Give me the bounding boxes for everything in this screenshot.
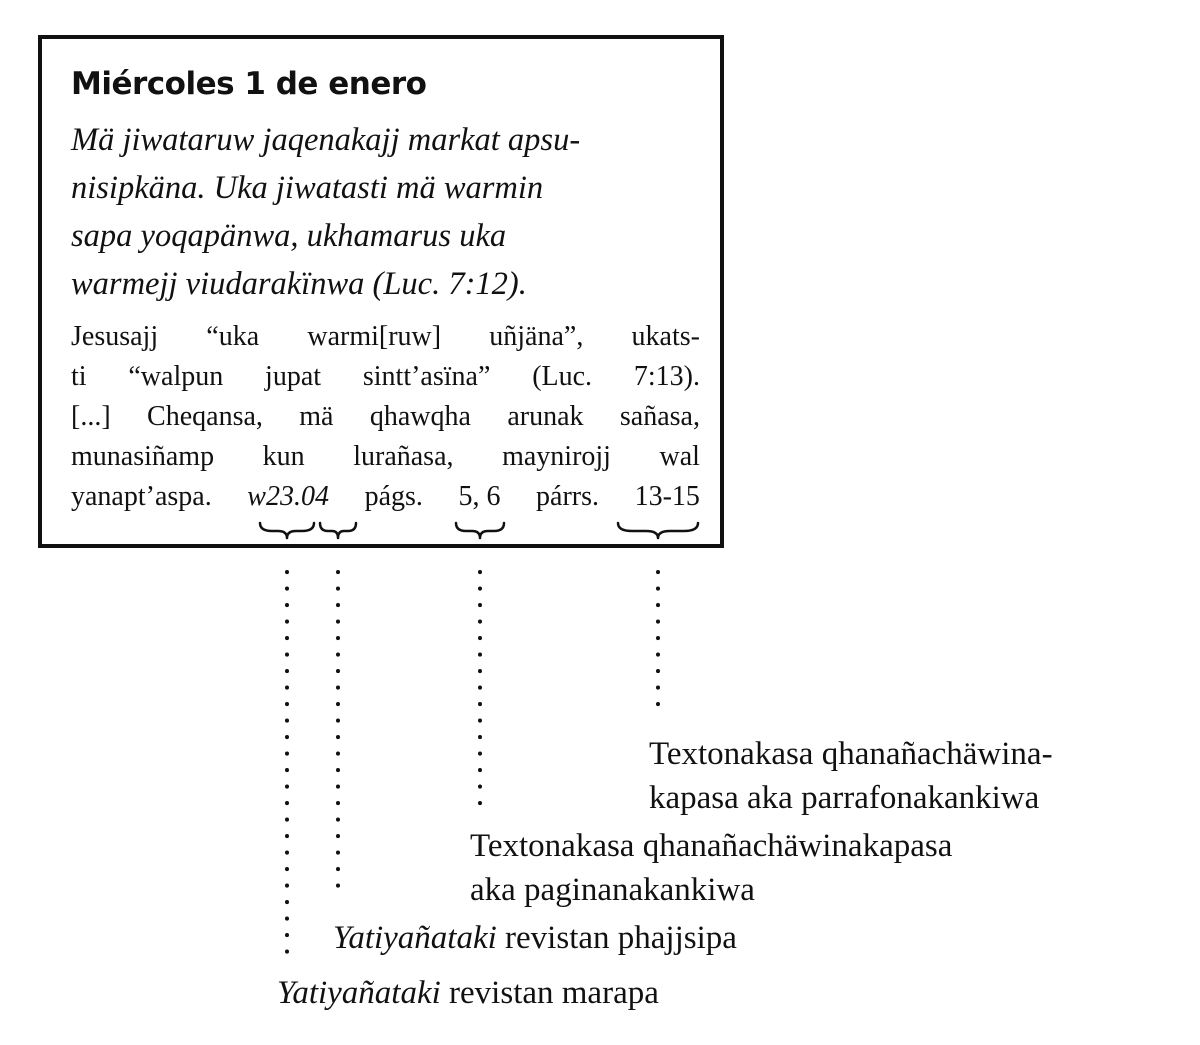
citation-paragraphs: 13-15	[634, 481, 700, 512]
body-word: Cheqansa,	[147, 401, 263, 432]
body-word: lurañasa,	[353, 441, 454, 472]
brace-pages	[456, 523, 504, 538]
label-issue-year	[277, 975, 659, 1012]
verse-line: sapa yoqapänwa, ukhamarus uka	[71, 218, 507, 254]
citation-paragraphs-label: párrs.	[536, 481, 600, 512]
label-paragraphs-line: kapasa aka parrafonakankiwa	[649, 780, 1040, 816]
body-word: sintt’asïna”	[362, 361, 491, 392]
body-word: uñjäna”,	[489, 321, 584, 352]
label-paragraphs-line: Textonakasa qhanañachäwina-	[649, 736, 1053, 772]
label-issue-year-rest: revistan marapa	[440, 975, 659, 1011]
citation-pages: 5, 6	[458, 481, 501, 512]
body-word: wal	[659, 441, 700, 472]
brace-paragraphs	[618, 523, 698, 538]
body-word: 7:13).	[633, 361, 700, 392]
label-pages-line: aka paginanakankiwa	[470, 872, 755, 908]
date-heading: Miércoles 1 de enero	[71, 66, 427, 102]
citation-issue: w23.04	[247, 481, 329, 512]
body-word: Jesusajj	[71, 321, 159, 352]
body-word: kun	[262, 441, 305, 472]
body-word: [...]	[71, 401, 111, 432]
verse-line: nisipkäna. Uka jiwatasti mä warmin	[71, 170, 544, 206]
body-word: ukats-	[631, 321, 700, 352]
body-word: qhawqha	[369, 401, 471, 432]
verse-line: warmejj viudarakïnwa (Luc. 7:12).	[71, 266, 527, 302]
brace-issue-year	[260, 523, 314, 538]
body-word: maynirojj	[502, 441, 611, 472]
body-word: (Luc.	[532, 361, 593, 392]
label-issue-number	[333, 920, 737, 957]
body-word: sañasa,	[619, 401, 700, 432]
body-word: munasiñamp	[71, 441, 215, 472]
body-word: “walpun	[128, 361, 224, 392]
verse-line: Mä jiwataruw jaqenakajj markat apsu-	[71, 122, 581, 158]
body-word: jupat	[265, 361, 322, 392]
label-pages-line: Textonakasa qhanañachäwinakapasa	[470, 828, 953, 864]
body-word: “uka	[206, 321, 260, 352]
citation-prefix: yanapt’aspa.	[71, 481, 212, 512]
label-issue-number-italic: Yatiyañataki	[333, 920, 497, 956]
label-issue-number-rest: revistan phajjsipa	[496, 920, 737, 956]
label-issue-year-italic: Yatiyañataki	[277, 975, 441, 1011]
body-word: arunak	[507, 401, 584, 432]
body-word: ti	[71, 361, 87, 392]
citation-pages-label: págs.	[364, 481, 423, 512]
body-word: warmi[ruw]	[307, 321, 442, 352]
brace-issue-number	[320, 523, 356, 538]
body-word: mä	[299, 401, 334, 432]
